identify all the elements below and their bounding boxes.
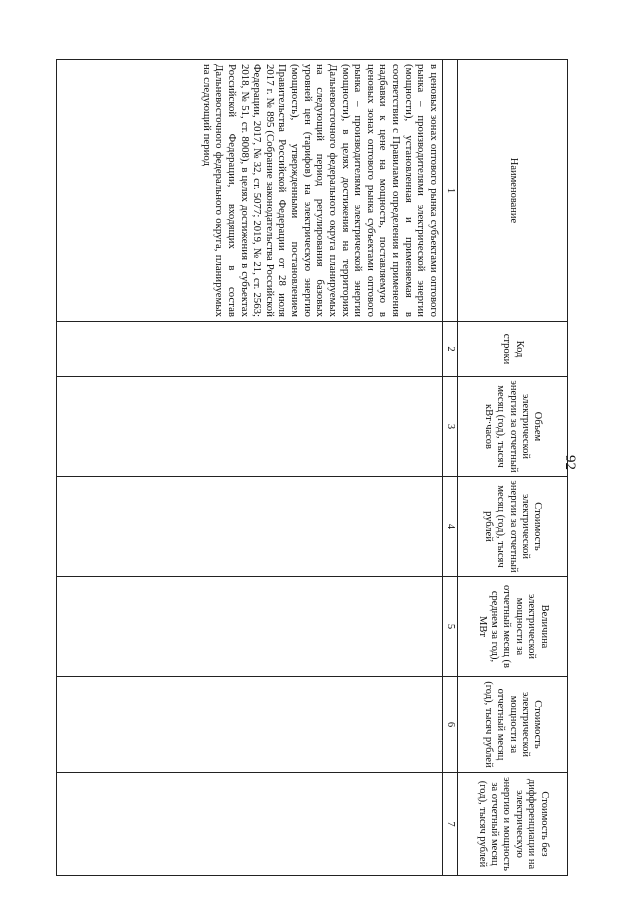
- header-energy-volume: Объем электрической энергии за отчетный месяц (год), тысяч кВт·часов: [458, 377, 568, 477]
- header-row: [458, 60, 568, 876]
- column-number: 4: [443, 477, 458, 577]
- column-number-row: [443, 60, 458, 876]
- column-number: 7: [443, 773, 458, 876]
- row-energy-volume-cell: [57, 377, 443, 477]
- rotated-table-container: [56, 59, 568, 875]
- row-capacity-cost-cell: [57, 677, 443, 773]
- table-row: [57, 60, 443, 876]
- row-capacity-value-cell: [57, 577, 443, 677]
- header-capacity-value: Величина электрической мощности за отчетный месяц (в среднем за год), МВт: [458, 577, 568, 677]
- header-capacity-cost: Стоимость электрической мощности за отчетный месяц (год), тысяч рублей: [458, 677, 568, 773]
- row-energy-cost-cell: [57, 477, 443, 577]
- header-code: Код строки: [458, 322, 568, 377]
- header-energy-cost: Стоимость электрической энергии за отчетный месяц (год), тысяч рублей: [458, 477, 568, 577]
- page-number: 92: [562, 455, 578, 470]
- column-number: 2: [443, 322, 458, 377]
- row-name-cell: в ценовых зонах оптового рынка субъектами оптового рынка – производителями электрической энергии (мощности), установленная и применяемая в соответствии с Правилами определения и применения надбавки к цене на мощность, поставляемую в ценовых зонах оптового рынка субъектами оптового рынка – производителями электрической энергии (мощности), в целях достижения на территориях Дальневосточного федерального округа планируемых на следующий период регулирования базовых уровней цен (тарифов) на электрическую энергию (мощность), утвержденными постановлением Правительства Российской Федерации от 28 июля 2017 г. № 895 (Собрание законодательства Российской Федерации, 2017, № 32, ст. 5077; 2019, № 21, ст. 2563; 2018, № 51, ст. 8008), в целях достижения в субъектах Российской Федерации, входящих в состав Дальневосточного федерального округа, планируемых на следующий период: [57, 60, 443, 322]
- column-number: 3: [443, 377, 458, 477]
- header-name: Наименование: [458, 60, 568, 322]
- report-table: [56, 59, 568, 876]
- column-number: 1: [443, 60, 458, 322]
- row-code-cell: [57, 322, 443, 377]
- row-undifferentiated-cost-cell: [57, 773, 443, 876]
- column-number: 5: [443, 577, 458, 677]
- column-number: 6: [443, 677, 458, 773]
- header-undifferentiated-cost: Стоимость без дифференциации на электрическую энергию и мощность за отчетный месяц (год), тысяч рублей: [458, 773, 568, 876]
